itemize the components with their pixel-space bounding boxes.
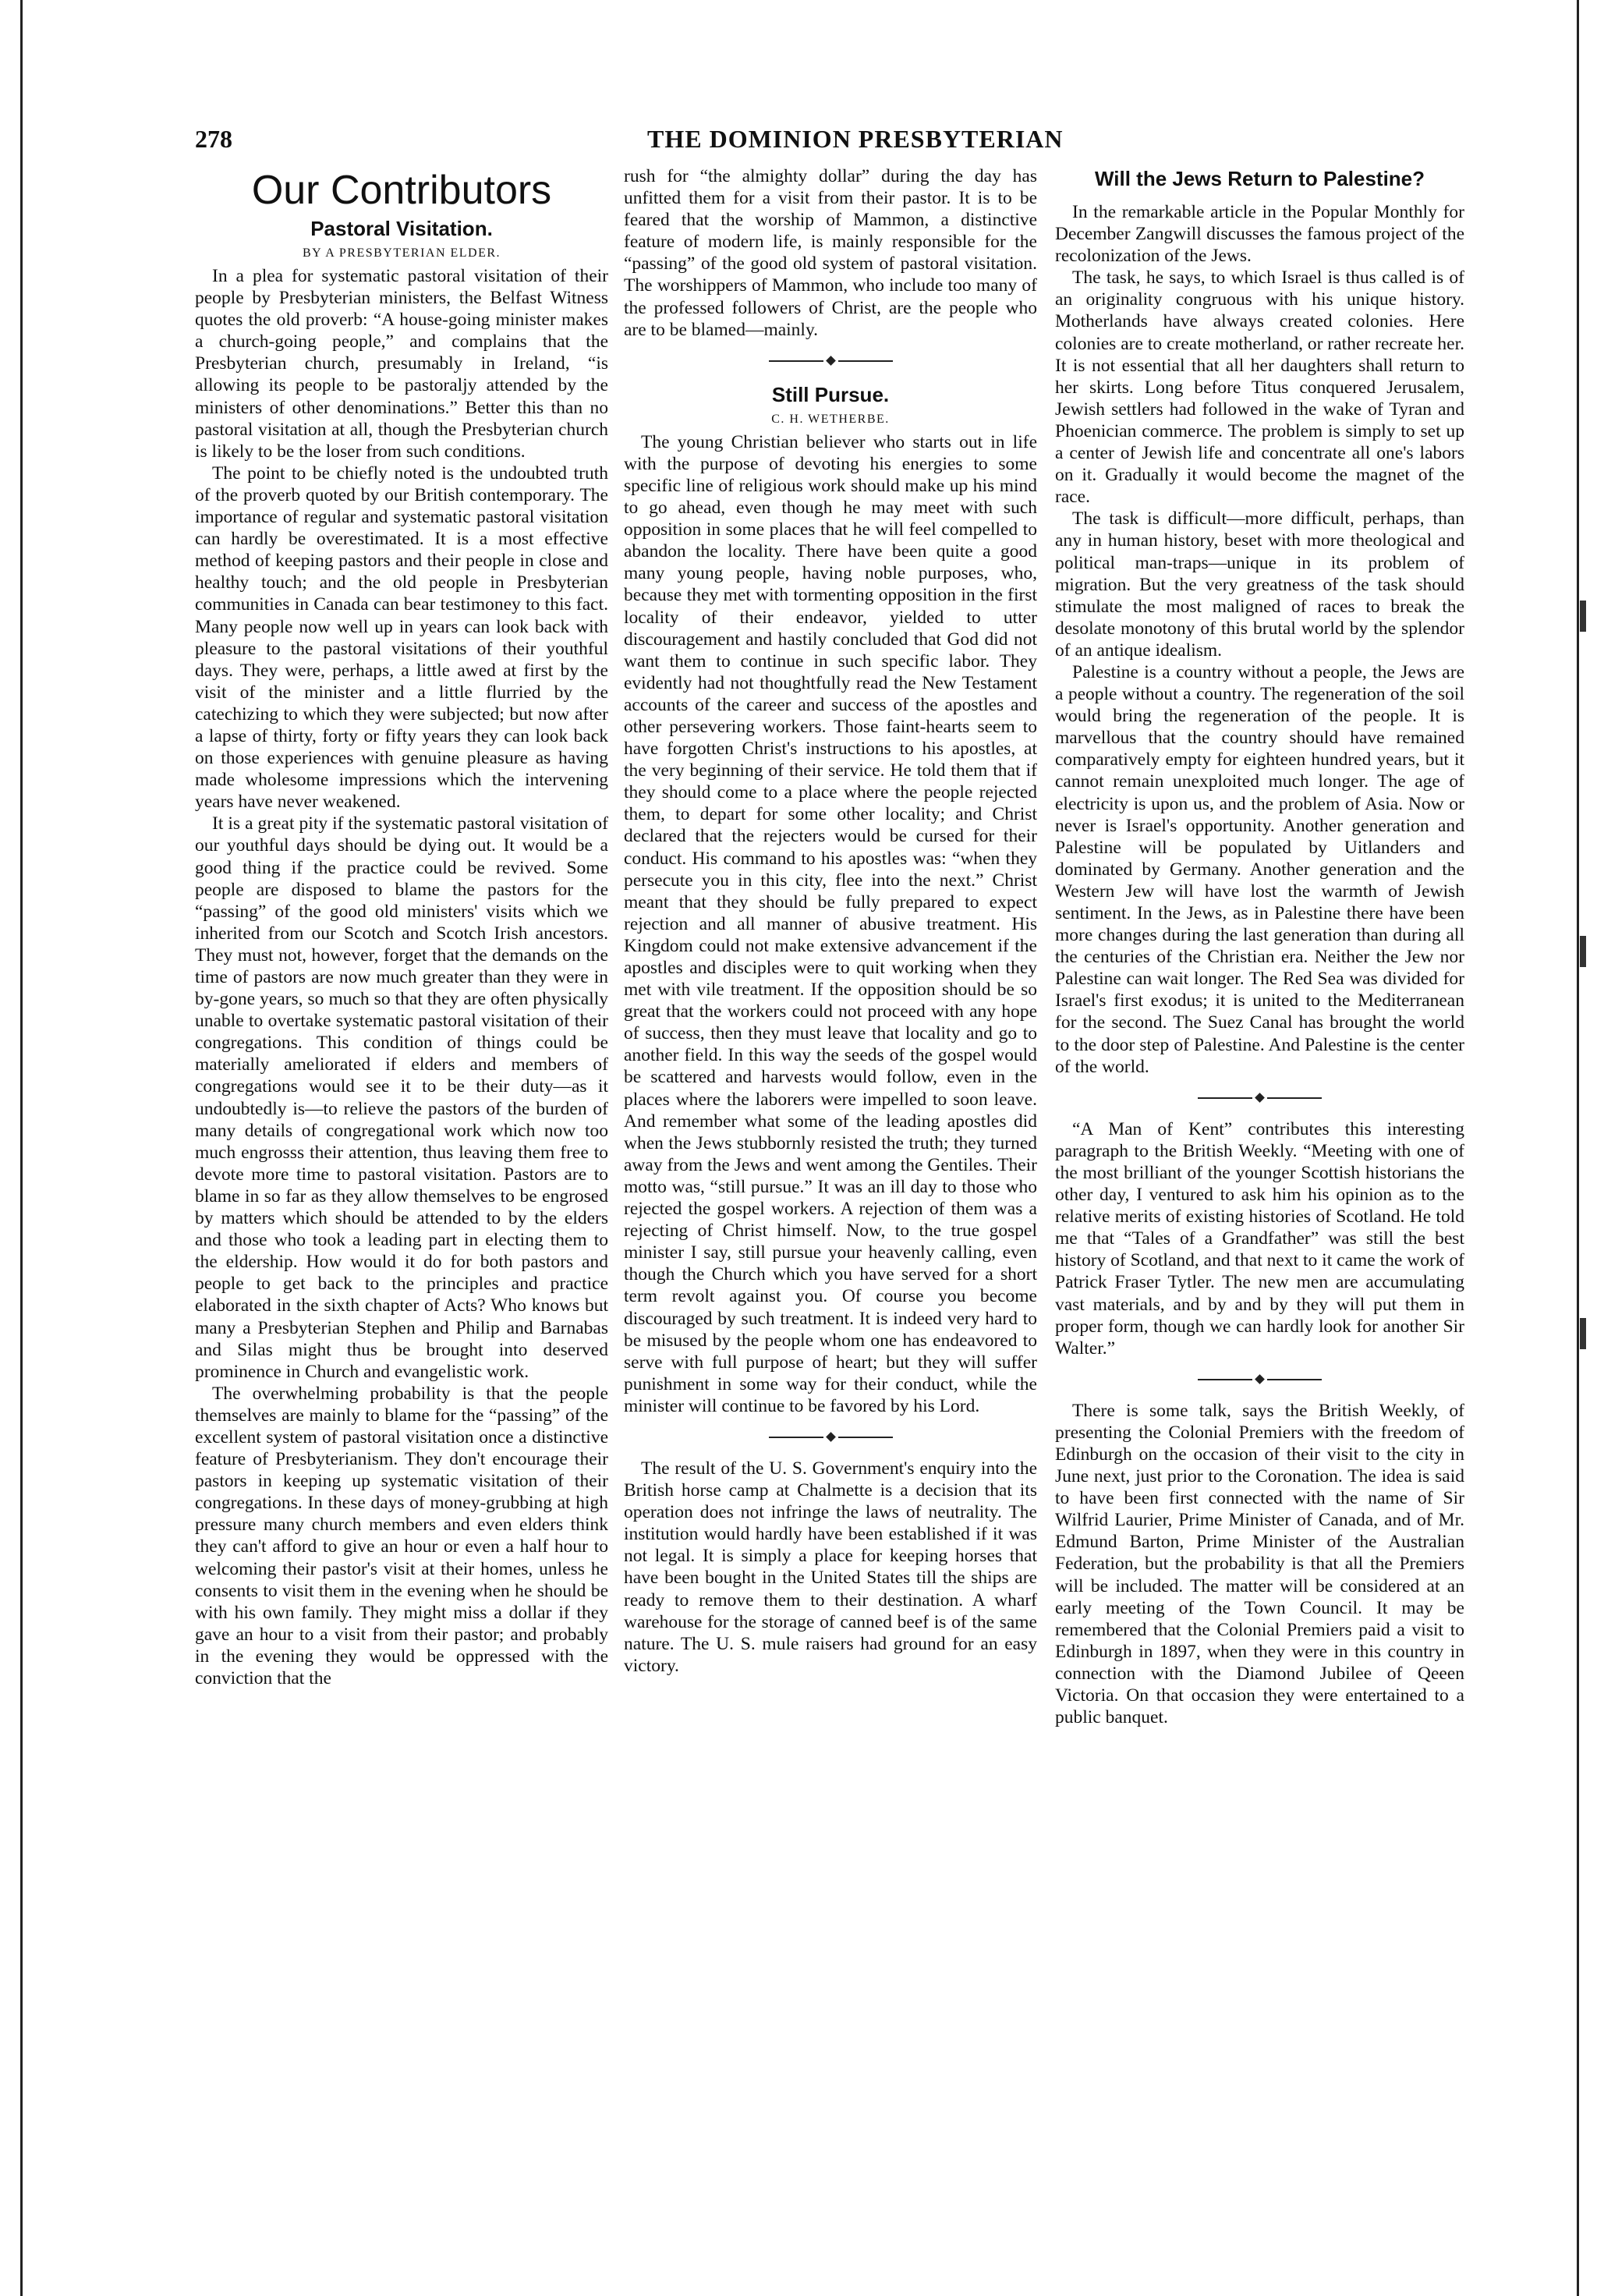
paragraph: In the remarkable article in the Popular Monthly for December Zangwill discusses the famous project of the recolonization of the Jews. [1055, 202, 1464, 267]
section-divider-ornament [624, 1417, 1037, 1458]
byline: BY A PRESBYTERIAN ELDER. [302, 246, 501, 260]
byline: C. H. WETHERBE. [771, 412, 890, 426]
page-header [195, 125, 1482, 159]
article-title-pastoral-visitation: Pastoral Visitation. [310, 217, 493, 240]
paragraph: The task is difficult—more difficult, perhaps, than any in human history, beset with more theological and political man-traps—unique in its problem of migration. But the very greatness of the task should stimulate the most maligned of races to break the desolate monotony of this brutal world by the splendor of an antique idealism. [1055, 508, 1464, 661]
paragraph: Palestine is a country without a people, the Jews are a people without a country. The regeneration of the soil would bring the regeneration of the people. It is marvellous that the country should have remained comparatively empty for eighteen hundred years, but it cannot remain unexploited much longer. The age of electricity is upon us, and the problem of Asia. Now or never is Israel's opportunity. Another generation and Palestine will be populated by Uitlanders and dominated by Germany. Another generation and the Western Jew will have lost the warmth of Jewish sentiment. In the Jews, as in Palestine there have been more changes during the last generation than during all the centuries of the Christian era. Neither the Jew nor Palestine can wait longer. The Red Sea was divided for Israel's first exodus; it is united to the Mediterranean for the second. The Suez Canal has brought the world to the door step of Palestine. And Palestine is the center of the world. [1055, 661, 1464, 1077]
running-title: THE DOMINION PRESBYTERIAN [647, 125, 1064, 153]
article-title-jews-palestine: Will the Jews Return to Palestine? [1094, 167, 1425, 190]
paragraph: The point to be chiefly noted is the undoubted truth of the proverb quoted by our British contemporary. The importance of regular and systematic pastoral visitation can hardly be overestimated. It is a most effective method of keeping pastors and their people in close and healthy touch; and the old people in Presbyterian communities in Canada can bear testimoney to this fact. Many people now well up in years can look back with pleasure to the pastoral visitations of their youthful days. They were, perhaps, a little awed at first by the visit of the minister and a little flurried by the catechizing to which they were subjected; but now after a lapse of thirty, forty or fifty years they can look back on those experiences with genuine pleasure as having made wholesome impressions which the intervening years have never weakened. [195, 462, 608, 813]
section-divider-ornament [1055, 1078, 1464, 1118]
section-divider-ornament [1055, 1359, 1464, 1400]
section-divider-ornament [624, 341, 1037, 381]
paragraph: The overwhelming probability is that the people themselves are mainly to blame for the “passing” of the excellent system of pastoral visitation once a distinctive feature of Presbyterianism. They don't encourage their pastors in keeping up systematic visitation of their congregations. In these days of money-grubbing at high pressure many church members and even elders think they can't afford to give an hour or even a half hour to welcoming their pastor's visit at their homes, unless he consents to visit them in the evening when he should be with his own family. They might miss a dollar if they gave an hour to a visit from their pastor; and probably in the evening they would be oppressed with the conviction that the [195, 1383, 608, 1688]
paragraph: In a plea for systematic pastoral visitation of their people by Presbyterian ministers, the Belfast Witness quotes the old proverb: “A house-going minister makes a church-going people,” and complains that the Presbyterian church, presumably in Ireland, “is allowing its people to be pastoraljy attended by the ministers of other denominations.” Better this than no pastoral visitation at all, though the Presbyterian church is likely to be the loser from such conditions. [195, 266, 608, 462]
right-page-border [1577, 0, 1579, 2296]
paragraph: There is some talk, says the British Weekly, of presenting the Colonial Premiers with the freedom of Edinburgh on the occasion of their visit to the city in June next, just prior to the Coronation. The idea is said to have been first connected with the name of Sir Wilfrid Laurier, Prime Minister of Canada, and of Mr. Edmund Barton, Prime Minister of the Australian Federation, but the probability is that all the Premiers will be included. The matter will be considered at an early meeting of the Town Council. It may be remembered that the Colonial Premiers paid a visit to Edinburgh in 1897, when they were in this country in connection with the Diamond Jubilee of Qeeen Victoria. On that occasion they were entertained to a public banquet. [1055, 1400, 1464, 1728]
paragraph: The young Christian believer who starts out in life with the purpose of devoting his energies to some specific line of religious work should make up his mind to go ahead, even though he may meet with such opposition in some places that he will feel compelled to abandon the locality. There have been quite a good many young people, having noble purposes, who, because they met with tormenting opposition in the first locality of their endeavor, yielded to utter discouragement and hastily concluded that God did not want them to continue in such specific labor. They evidently had not thoughtfully read the New Testament accounts of the career and success of the apostles and other persevering workers. Those faint-hearts seem to have forgotten Christ's instructions to his apostles, at the very beginning of their service. He told them that if they should come to a place where the people rejected them, to depart for some other locality; and Christ declared that the rejecters would be cursed for their conduct. His command to his apostles was: “when they persecute you in this city, flee into the next.” Christ meant that they should be fully prepared to expect rejection and all manner of abusive treatment. His Kingdom could not make extensive advancement if the apostles and disciples were to quit working when they met with vile treatment. If the opposition should be so great that the workers could not proceed with any hope of success, then they must leave that locality and go to another field. In this way the seeds of the gospel would be scattered and harvests would follow, even in the places where the laborers were impelled to soon leave. And remember what some of the leading apostles did when the Jews stubbornly resisted the truth; they turned away from the Jews and went among the Gentiles. Their motto was, “still pursue.” It was an ill day to those who rejected the gospel workers. A rejection of them was a rejecting of Christ himself. Now, to the true gospel minister I say, still pursue your heavenly calling, even though the Church which you have served for a short term revolt against you. Of course you become discouraged by such treatment. It is indeed very hard to be misused by the people whom one has endeavored to serve with full purpose of heart; but they will suffer punishment in some way for their conduct, while the minister will continue to be favored by his Lord. [624, 431, 1037, 1416]
column-2 [624, 165, 1037, 1677]
article-title-still-pursue: Still Pursue. [771, 382, 890, 406]
section-title: Our Contributors [251, 168, 552, 213]
column-3 [1055, 165, 1464, 1728]
left-page-border [20, 0, 23, 2296]
paragraph: The result of the U. S. Government's enquiry into the British horse camp at Chalmette is a decision that its operation does not infringe the laws of neutrality. The institution would hardly have been established if it was not legal. It is simply a place for keeping horses that have been bought in the United States till the ships are ready to remove them to their destination. A wharf warehouse for the storage of canned beef is of the same nature. The U. S. mule raisers had ground for an easy victory. [624, 1458, 1037, 1676]
continued-paragraph: rush for “the almighty dollar” during the day has unfitted them for a visit from their pastor. It is to be feared that the worship of Mammon, a distinctive feature of modern life, is mainly responsible for the “passing” of the good old system of pastoral visitation. The worshippers of Mammon, who include too many of the professed followers of Christ, are the people who are to be blamed—mainly. [624, 166, 1037, 340]
paragraph: It is a great pity if the systematic pastoral visitation of our youthful days should be dying out. It would be a good thing if the practice could be revived. Some people are disposed to blame the pastors for the “passing” of the good old ministers' visits which we inherited from our Scotch and Scotch Irish ancestors. They must not, however, forget that the demands on the time of pastors are now much greater than they were in by-gone years, so much so that they are often physically unable to overtake systematic pastoral visitation of their congregations. This condition of things could be materially ameliorated if elders and members of congregations would see it to be their duty—as it undoubtedly is—to relieve the pastors of the burden of many details of congregational work which now too much engrosss their attention, thus leaving them free to devote more time to pastoral visitation. Pastors are to blame in so far as they allow themselves to be engrosed by matters which should be attended to by the elders and those who took a leading part in electing them to the eldership. How would it do for both pastors and people to get back to the principles and practice elaborated in the sixth chapter of Acts? Who knows but many a Presbyterian Stephen and Philip and Barnabas and Silas might thus be brought into deserved prominence in Church and evangelistic work. [195, 813, 608, 1382]
column-1 [195, 165, 608, 1689]
page-number: 278 [195, 125, 232, 153]
paragraph: The task, he says, to which Israel is thus called is of an originality congruous with his unique history. Motherlands have always created colonies. Here colonies are to create motherland, or rather recreate her. It is not essential that all her daughters shall return to her skirts. Long before Titus conquered Jerusalem, Jewish settlers had followed in the wake of Tyran and Phoenician commerce. The problem is simply to set up a center of Jewish life and concentrate all one's labors on it. Gradually it would become the magnet of the race. [1055, 268, 1464, 508]
paragraph: “A Man of Kent” contributes this interesting paragraph to the British Weekly. “Meeting with one of the most brilliant of the younger Scottish historians the other day, I ventured to ask him his opinion as to the relative merits of existing histories of Scotland. He told me that “Tales of a Grandfather” was still the best history of Scotland, and that next to it came the work of Patrick Fraser Tytler. The new men are accumulating vast materials, and by and by they will put them in proper form, though we can hardly look for another Sir Walter.” [1055, 1118, 1464, 1359]
